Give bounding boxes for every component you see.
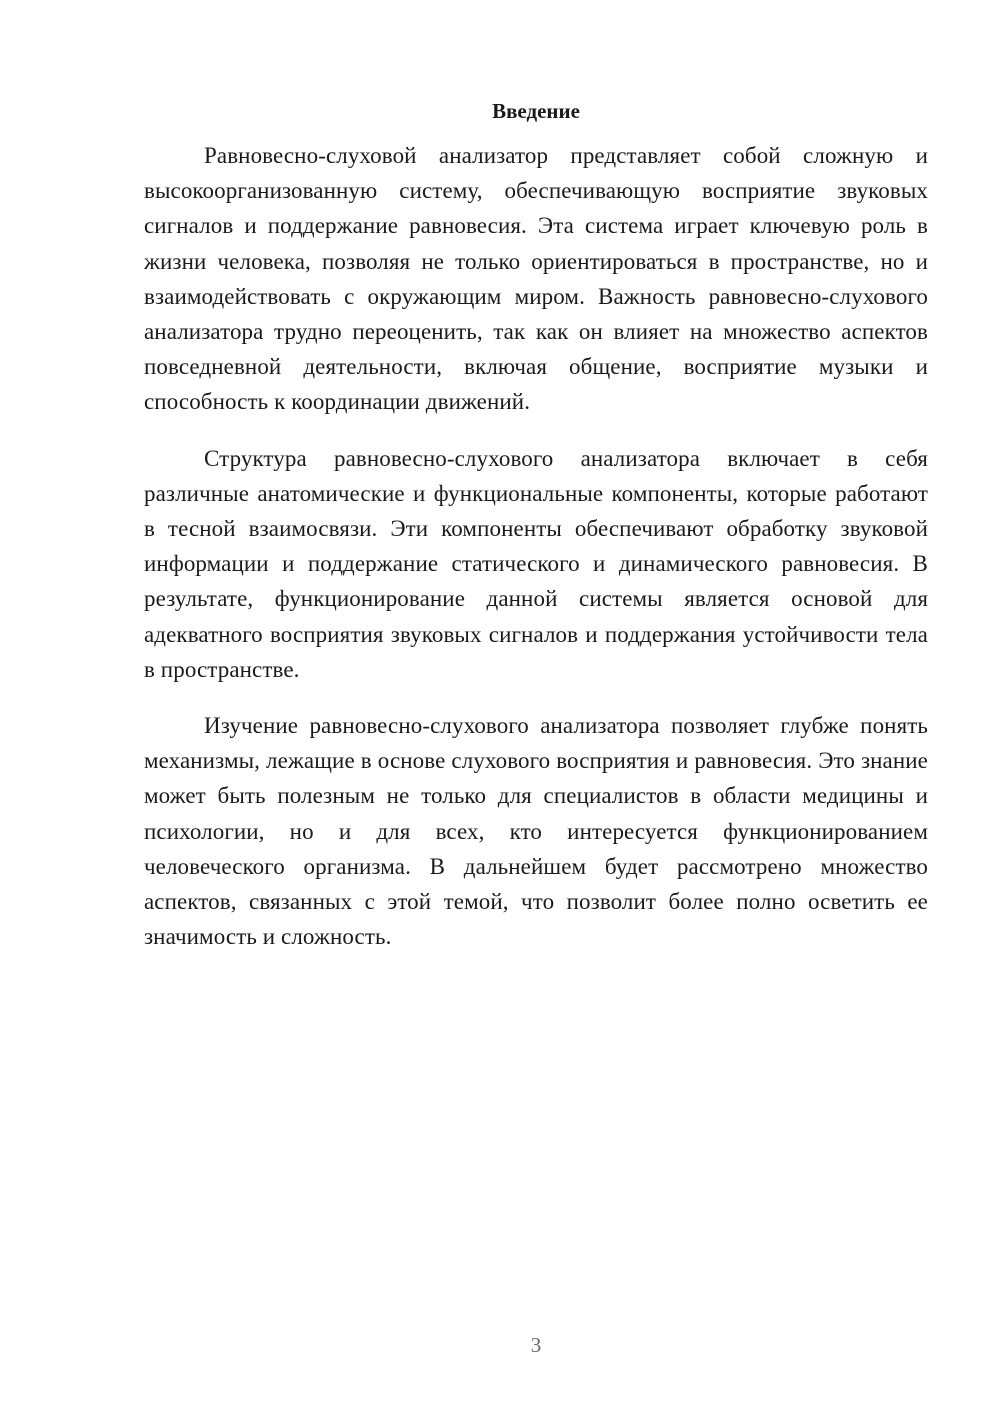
paragraph-3: Изучение равновесно-слухового анализатора позволяет глубже понять механизмы, лежащие в основе слухового восприятия и равновесия. Это знание может быть полезным не только для специалистов в области медицины и психологии, но и для всех, кто интересуется функционированием человеческого организма. В дальнейшем будет рассмотрено множество аспектов, связанных с этой темой, что позволит более полно осветить ее значимость и сложность. <box>144 713 928 950</box>
section-heading: Введение <box>492 99 580 123</box>
paragraph-2: Структура равновесно-слухового анализатора включает в себя различные анатомические и функциональные компоненты, которые работают в тесной взаимосвязи. Эти компоненты обеспечивают обработку звуковой информации и поддержание статического и динамического равновесия. В результате, функционирование данной системы является основой для адекватного восприятия звуковых сигналов и поддержания устойчивости тела в пространстве. <box>144 445 928 682</box>
page-number: 3 <box>530 1333 542 1357</box>
paragraph-1: Равновесно-слуховой анализатор представляет собой сложную и высокоорганизованную систему, обеспечивающую восприятие звуковых сигналов и поддержание равновесия. Эта система играет ключевую роль в жизни человека, позволяя не только ориентироваться в пространстве, но и взаимодействовать с окружающим миром. Важность равновесно-слухового анализатора трудно переоценить, так как он влияет на множество аспектов повседневной деятельности, включая общение, восприятие музыки и способность к координации движений. <box>144 143 928 415</box>
page-content <box>144 96 928 975</box>
